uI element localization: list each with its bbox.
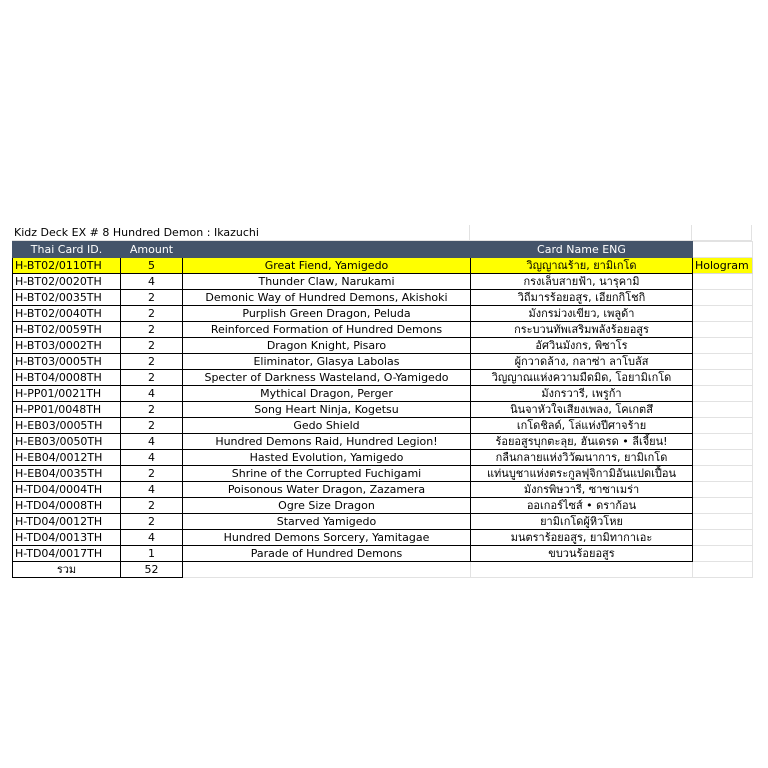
- card-name-cell[interactable]: Dragon Knight, Pisaro: [183, 338, 471, 354]
- amount-cell[interactable]: 4: [121, 482, 183, 498]
- card-name-cell[interactable]: Parade of Hundred Demons: [183, 546, 471, 562]
- thai-name-cell[interactable]: กระบวนทัพเสริมพลังร้อยอสูร: [471, 322, 693, 338]
- amount-cell[interactable]: 2: [121, 306, 183, 322]
- card-id-cell[interactable]: H-TD04/0013TH: [13, 530, 121, 546]
- header-amount[interactable]: Amount: [121, 242, 183, 258]
- card-name-cell[interactable]: Reinforced Formation of Hundred Demons: [183, 322, 471, 338]
- card-id-cell[interactable]: H-EB04/0012TH: [13, 450, 121, 466]
- card-id-cell[interactable]: H-BT02/0035TH: [13, 290, 121, 306]
- table-row: [13, 274, 753, 290]
- header-empty[interactable]: [693, 242, 753, 258]
- table-row: [13, 386, 753, 402]
- table-row: [13, 258, 753, 274]
- thai-name-cell[interactable]: แท่นบูชาแห่งตระกูลฟุจิกามิอันแปดเปื้อน: [471, 466, 693, 482]
- amount-cell[interactable]: 4: [121, 274, 183, 290]
- header-row: [13, 242, 753, 258]
- amount-cell[interactable]: 4: [121, 386, 183, 402]
- note-cell[interactable]: [693, 370, 753, 386]
- card-id-cell[interactable]: H-TD04/0004TH: [13, 482, 121, 498]
- thai-name-cell[interactable]: กรงเล็บสายฟ้า, นารุคามิ: [471, 274, 693, 290]
- table-row: [13, 466, 753, 482]
- card-id-cell[interactable]: H-PP01/0048TH: [13, 402, 121, 418]
- card-name-cell[interactable]: Specter of Darkness Wasteland, O-Yamigedo: [183, 370, 471, 386]
- amount-cell[interactable]: 4: [121, 434, 183, 450]
- card-id-cell[interactable]: H-EB03/0050TH: [13, 434, 121, 450]
- note-cell[interactable]: [693, 418, 753, 434]
- card-id-cell[interactable]: H-BT02/0040TH: [13, 306, 121, 322]
- amount-cell[interactable]: 2: [121, 466, 183, 482]
- table-row: [13, 354, 753, 370]
- thai-name-cell[interactable]: เกโดชิลด์, โล่แห่งปีศาจร้าย: [471, 418, 693, 434]
- card-id-cell[interactable]: H-BT03/0005TH: [13, 354, 121, 370]
- card-name-cell[interactable]: Great Fiend, Yamigedo: [183, 258, 471, 274]
- card-name-cell[interactable]: Shrine of the Corrupted Fuchigami: [183, 466, 471, 482]
- table-row: [13, 290, 753, 306]
- card-name-cell[interactable]: Poisonous Water Dragon, Zazamera: [183, 482, 471, 498]
- card-id-cell[interactable]: H-TD04/0008TH: [13, 498, 121, 514]
- sheet-title[interactable]: Kidz Deck EX # 8 Hundred Demon : Ikazuchi: [12, 225, 470, 241]
- card-id-cell[interactable]: H-BT03/0002TH: [13, 338, 121, 354]
- total-label-cell[interactable]: รวม: [13, 562, 121, 578]
- header-card-name[interactable]: Card Name ENG: [471, 242, 693, 258]
- thai-name-cell[interactable]: วิญญาณร้าย, ยามิเกโด: [471, 258, 693, 274]
- thai-name-cell[interactable]: ร้อยอสูรบุกตะลุย, ฮันเดรด • ลีเจี้ยน!: [471, 434, 693, 450]
- header-name-en[interactable]: [183, 242, 471, 258]
- card-id-cell[interactable]: H-TD04/0017TH: [13, 546, 121, 562]
- table-row: [13, 434, 753, 450]
- table-row: [13, 498, 753, 514]
- thai-name-cell[interactable]: มังกรพิษวารี, ซาซาเมร่า: [471, 482, 693, 498]
- table-row: [13, 370, 753, 386]
- amount-cell[interactable]: 2: [121, 338, 183, 354]
- note-cell[interactable]: [693, 306, 753, 322]
- thai-name-cell[interactable]: นินจาหัวใจเสียงเพลง, โคเกตสึ: [471, 402, 693, 418]
- table-row: [13, 402, 753, 418]
- empty-cell[interactable]: [470, 225, 692, 241]
- note-cell[interactable]: [693, 290, 753, 306]
- amount-cell[interactable]: 2: [121, 354, 183, 370]
- note-cell[interactable]: [693, 386, 753, 402]
- card-id-cell[interactable]: H-BT02/0059TH: [13, 322, 121, 338]
- header-card-id[interactable]: Thai Card ID.: [13, 242, 121, 258]
- note-cell[interactable]: [693, 546, 753, 562]
- note-cell[interactable]: [693, 274, 753, 290]
- amount-cell[interactable]: 2: [121, 498, 183, 514]
- thai-name-cell[interactable]: มังกรวารี, เพรูก้า: [471, 386, 693, 402]
- card-id-cell[interactable]: H-EB04/0035TH: [13, 466, 121, 482]
- note-cell[interactable]: [693, 514, 753, 530]
- amount-cell[interactable]: 2: [121, 322, 183, 338]
- thai-name-cell[interactable]: มังกรม่วงเขียว, เพลูด้า: [471, 306, 693, 322]
- card-name-cell[interactable]: Starved Yamigedo: [183, 514, 471, 530]
- card-name-cell[interactable]: Hundred Demons Sorcery, Yamitagae: [183, 530, 471, 546]
- card-name-cell[interactable]: Eliminator, Glasya Labolas: [183, 354, 471, 370]
- amount-cell[interactable]: 5: [121, 258, 183, 274]
- note-cell[interactable]: [693, 498, 753, 514]
- card-name-cell[interactable]: Song Heart Ninja, Kogetsu: [183, 402, 471, 418]
- deck-table: [12, 241, 753, 578]
- thai-name-cell[interactable]: มนตราร้อยอสูร, ยามิทากาเอะ: [471, 530, 693, 546]
- table-row: [13, 306, 753, 322]
- total-amount-cell[interactable]: 52: [121, 562, 183, 578]
- card-name-cell[interactable]: Thunder Claw, Narukami: [183, 274, 471, 290]
- amount-cell[interactable]: 4: [121, 530, 183, 546]
- total-row: [13, 562, 753, 578]
- empty-cell[interactable]: [183, 562, 471, 578]
- table-row: [13, 338, 753, 354]
- note-cell[interactable]: [693, 322, 753, 338]
- spreadsheet: [12, 225, 752, 578]
- thai-name-cell[interactable]: กลืนกลายแห่งวิวัฒนาการ, ยามิเกโด: [471, 450, 693, 466]
- card-name-cell[interactable]: Mythical Dragon, Perger: [183, 386, 471, 402]
- card-name-cell[interactable]: Purplish Green Dragon, Peluda: [183, 306, 471, 322]
- note-cell[interactable]: [693, 466, 753, 482]
- card-id-cell[interactable]: H-PP01/0021TH: [13, 386, 121, 402]
- empty-cell[interactable]: [692, 225, 752, 241]
- card-name-cell[interactable]: Gedo Shield: [183, 418, 471, 434]
- note-cell[interactable]: [693, 530, 753, 546]
- card-id-cell[interactable]: H-BT02/0110TH: [13, 258, 121, 274]
- thai-name-cell[interactable]: ผู้กวาดล้าง, กลาซ่า ลาโบลัส: [471, 354, 693, 370]
- table-row: [13, 322, 753, 338]
- note-cell[interactable]: [693, 450, 753, 466]
- note-cell[interactable]: [693, 338, 753, 354]
- card-id-cell[interactable]: H-EB03/0005TH: [13, 418, 121, 434]
- thai-name-cell[interactable]: อัศวินมังกร, พิซาโร: [471, 338, 693, 354]
- note-cell[interactable]: [693, 354, 753, 370]
- note-cell[interactable]: [693, 434, 753, 450]
- card-name-cell[interactable]: Demonic Way of Hundred Demons, Akishoki: [183, 290, 471, 306]
- card-id-cell[interactable]: H-BT04/0008TH: [13, 370, 121, 386]
- note-cell[interactable]: Hologram: [693, 258, 753, 274]
- table-row: [13, 546, 753, 562]
- card-name-cell[interactable]: Hasted Evolution, Yamigedo: [183, 450, 471, 466]
- table-row: [13, 418, 753, 434]
- thai-name-cell[interactable]: ยามิเกโดผู้หิวโหย: [471, 514, 693, 530]
- table-row: [13, 514, 753, 530]
- thai-name-cell[interactable]: วิถีมารร้อยอสูร, เอียกกิโชกิ: [471, 290, 693, 306]
- thai-name-cell[interactable]: ขบวนร้อยอสูร: [471, 546, 693, 562]
- card-name-cell[interactable]: Ogre Size Dragon: [183, 498, 471, 514]
- note-cell[interactable]: [693, 402, 753, 418]
- table-row: [13, 450, 753, 466]
- card-name-cell[interactable]: Hundred Demons Raid, Hundred Legion!: [183, 434, 471, 450]
- empty-cell[interactable]: [693, 562, 753, 578]
- empty-cell[interactable]: [471, 562, 693, 578]
- amount-cell[interactable]: 2: [121, 370, 183, 386]
- card-id-cell[interactable]: H-TD04/0012TH: [13, 514, 121, 530]
- thai-name-cell[interactable]: ออเกอร์ไซส์ • ดราก้อน: [471, 498, 693, 514]
- note-cell[interactable]: [693, 482, 753, 498]
- amount-cell[interactable]: 2: [121, 402, 183, 418]
- title-row: [12, 225, 752, 241]
- amount-cell[interactable]: 2: [121, 514, 183, 530]
- thai-name-cell[interactable]: วิญญาณแห่งความมืดมิด, โอยามิเกโด: [471, 370, 693, 386]
- amount-cell[interactable]: 2: [121, 418, 183, 434]
- amount-cell[interactable]: 4: [121, 450, 183, 466]
- amount-cell[interactable]: 1: [121, 546, 183, 562]
- table-row: [13, 482, 753, 498]
- table-row: [13, 530, 753, 546]
- amount-cell[interactable]: 2: [121, 290, 183, 306]
- card-id-cell[interactable]: H-BT02/0020TH: [13, 274, 121, 290]
